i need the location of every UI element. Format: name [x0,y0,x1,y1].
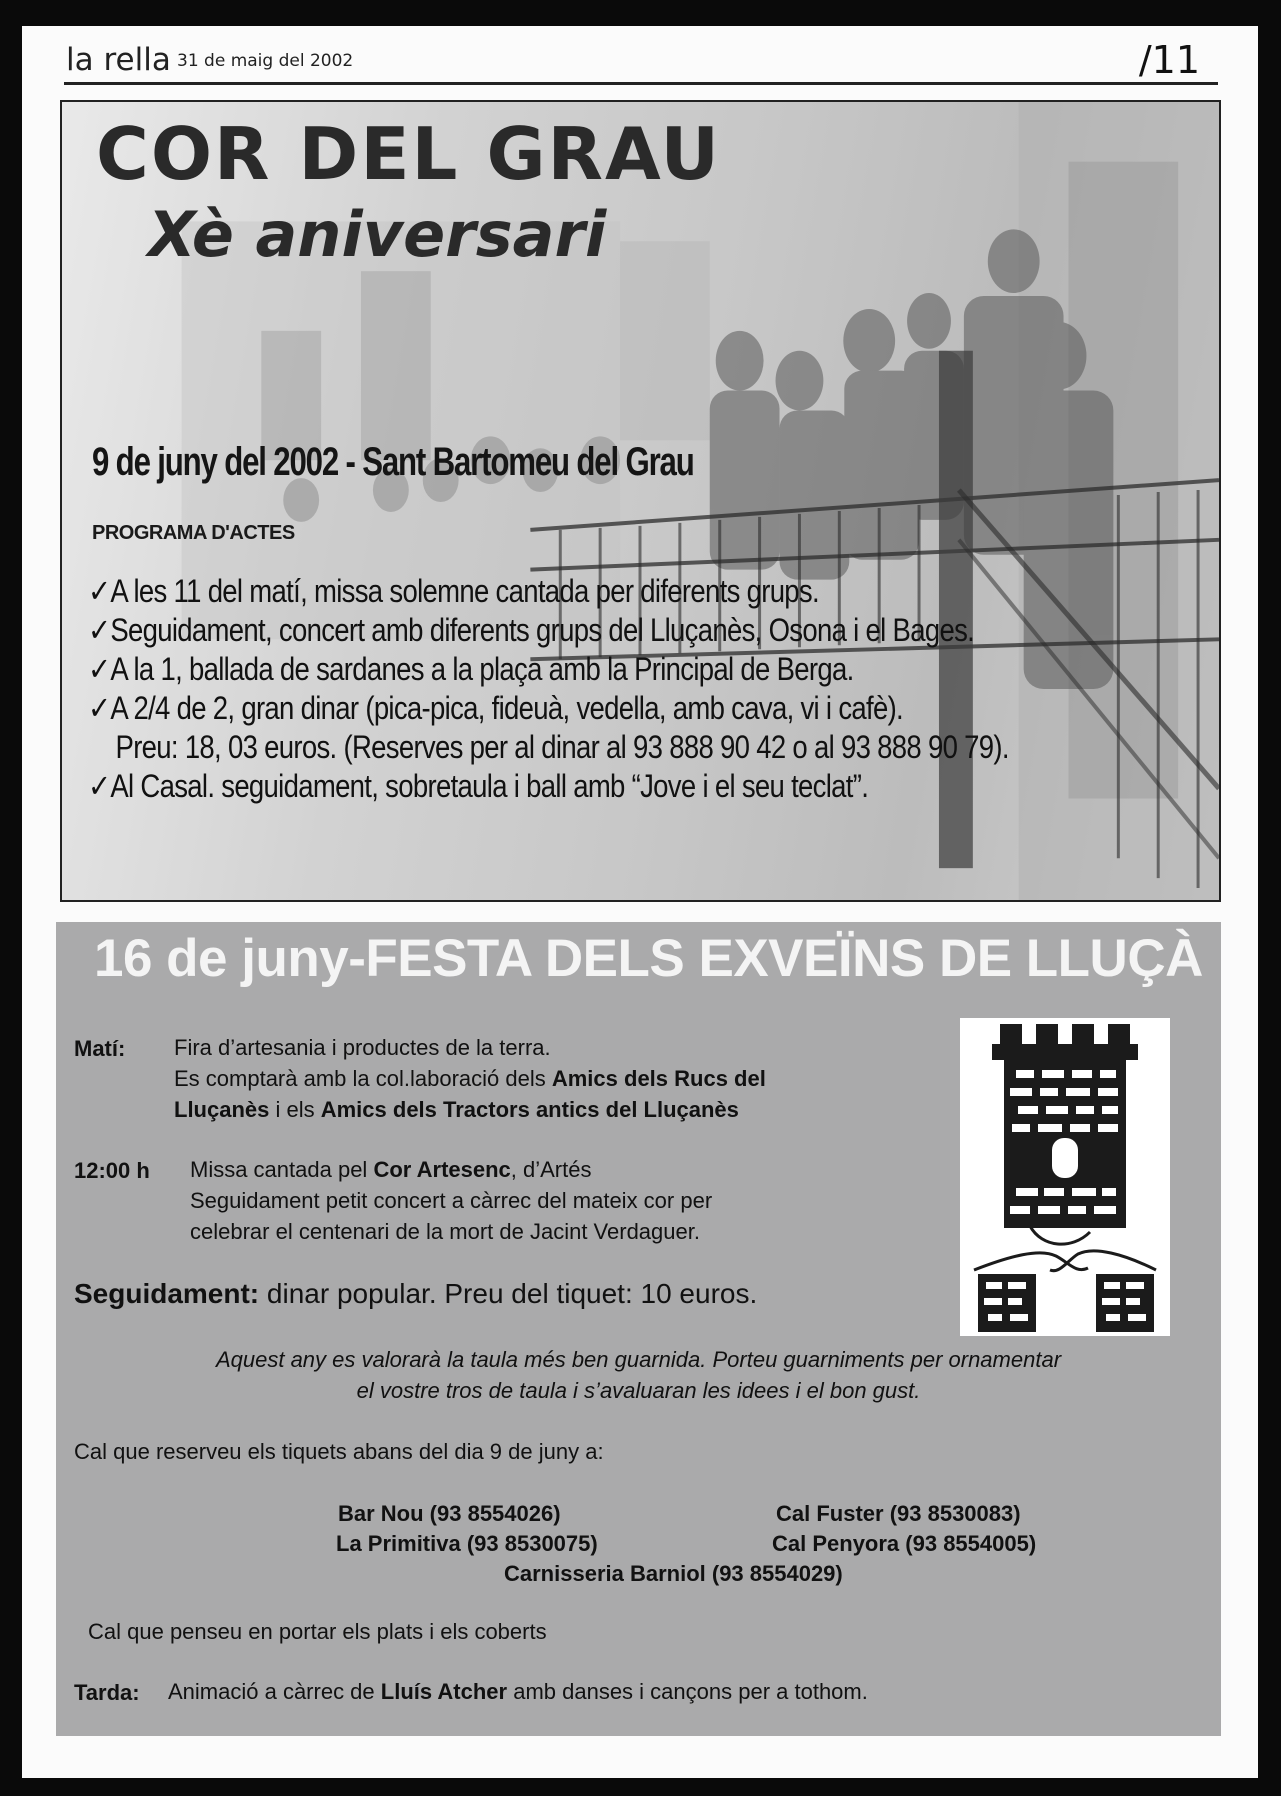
tarda-label: Tarda: [74,1680,140,1705]
event-date: 9 de juny del 2002 - Sant Bartomeu del Grau [92,440,694,484]
tower-handshake-logo [960,1018,1170,1336]
hora-label: 12:00 h [74,1158,150,1183]
plats-text: Cal que penseu en portar els plats i els coberts [88,1619,547,1644]
cor-subtitle: Xè aniversari [148,198,607,271]
contact-carnisseria: Carnisseria Barniol (93 8554029) [504,1561,843,1586]
seguidament-line: Seguidament: dinar popular. Preu del tiquet: 10 euros. [74,1278,758,1309]
programa-heading: PROGRAMA D'ACTES [92,522,295,544]
page-number: /11 [1138,38,1200,82]
check-icon: ✓ [88,768,111,804]
mati-line-3: Lluçanès i els Amics dels Tractors antics del Lluçanès [174,1097,739,1122]
contact-la-primitiva: La Primitiva (93 8530075) [336,1531,598,1556]
programa-list [88,572,1159,806]
contact-bar-nou: Bar Nou (93 8554026) [338,1501,561,1526]
publication-name: la rella [66,42,171,78]
list-item: ✓Al Casal. seguidament, sobretaula i ball amb “Jove i el seu teclat”. [88,768,869,804]
tarda-line: Animació a càrrec de Lluís Atcher amb danses i cançons per a tothom. [168,1679,868,1704]
mati-line-2: Es comptarà amb la col.laboració dels Amics dels Rucs del [174,1066,766,1091]
hora-line-2: Seguidament petit concert a càrrec del mateix cor per [190,1188,713,1213]
cor-title: COR DEL GRAU [96,112,721,196]
magazine-page [22,26,1258,1778]
contact-cal-penyora: Cal Penyora (93 8554005) [772,1531,1037,1556]
hora-line-3: celebrar el centenari de la mort de Jacint Verdaguer. [190,1219,700,1244]
list-item: ✓Seguidament, concert amb diferents grups del Lluçanès, Osona i el Bages. [88,612,975,648]
mati-line-1: Fira d’artesania i productes de la terra. [174,1035,551,1060]
check-icon: ✓ [88,573,111,609]
list-item-continuation: Preu: 18, 03 euros. (Reserves per al dinar al 93 888 90 42 o al 93 888 90 79). [115,729,1009,765]
hora-line-1: Missa cantada pel Cor Artesenc, d’Artés [190,1157,592,1182]
issue-date: 31 de maig del 2002 [177,51,354,71]
list-item: ✓A la 1, ballada de sardanes a la plaça amb la Principal de Berga. [88,651,854,687]
festa-title: 16 de juny-FESTA DELS EXVEÏNS DE LLUÇÀ [94,929,1203,988]
italic-note-2: el vostre tros de taula i s’avaluaran les idees i el bon gust. [356,1378,921,1403]
reserve-text: Cal que reserveu els tiquets abans del dia 9 de juny a: [74,1439,604,1464]
mati-label: Matí: [74,1036,126,1061]
check-icon: ✓ [88,690,111,726]
list-item: ✓A 2/4 de 2, gran dinar (pica-pica, fideuà, vedella, amb cava, vi i cafè). [88,690,904,726]
header-rule [64,82,1218,85]
contact-cal-fuster: Cal Fuster (93 8530083) [776,1501,1021,1526]
tower-icon [960,1018,1170,1336]
italic-note-1: Aquest any es valorarà la taula més ben guarnida. Porteu guarniments per ornamentar [215,1347,1062,1372]
cor-del-grau-section [60,100,1221,902]
festa-exveins-section [56,922,1221,1736]
check-icon: ✓ [88,651,111,687]
list-item: ✓A les 11 del matí, missa solemne cantada per diferents grups. [88,573,819,609]
check-icon: ✓ [88,612,111,648]
